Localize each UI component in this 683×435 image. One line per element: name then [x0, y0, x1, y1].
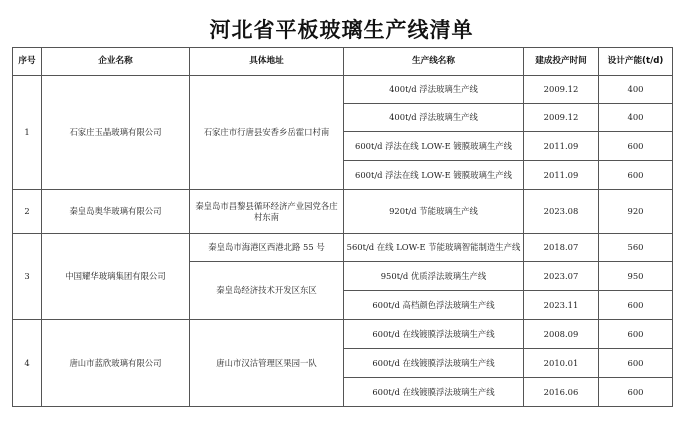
header-company: 企业名称 [42, 48, 190, 76]
document-title: 河北省平板玻璃生产线清单 [209, 17, 474, 42]
header-capacity: 设计产能(t/d) [599, 48, 673, 76]
header-no: 序号 [13, 48, 42, 76]
line-date: 2009.12 [524, 104, 599, 132]
line-capacity: 400 [599, 76, 673, 104]
company-address: 秦皇岛市海港区西港北路 55 号 [190, 234, 344, 262]
line-capacity: 600 [599, 320, 673, 349]
company-name: 唐山市蓝欣玻璃有限公司 [42, 320, 190, 407]
line-name: 600t/d 在线镀膜浮法玻璃生产线 [344, 349, 524, 378]
line-name: 400t/d 浮法玻璃生产线 [344, 104, 524, 132]
company-address: 秦皇岛市昌黎县循环经济产业园党各庄村东南 [190, 190, 344, 234]
line-capacity: 600 [599, 161, 673, 190]
company-address: 石家庄市行唐县安香乡岳霍口村南 [190, 76, 344, 190]
line-capacity: 600 [599, 132, 673, 161]
table-row [13, 320, 673, 349]
company-name: 石家庄玉晶玻璃有限公司 [42, 76, 190, 190]
line-date: 2023.11 [524, 291, 599, 320]
line-date: 2023.07 [524, 262, 599, 291]
line-date: 2011.09 [524, 132, 599, 161]
row-number: 1 [13, 76, 42, 190]
row-number: 3 [13, 234, 42, 320]
table-header-row [13, 48, 673, 76]
header-date: 建成投产时间 [524, 48, 599, 76]
company-address: 唐山市汉沽管理区果园一队 [190, 320, 344, 407]
table-row [13, 76, 673, 104]
line-name: 950t/d 优质浮法玻璃生产线 [344, 262, 524, 291]
row-number: 4 [13, 320, 42, 407]
line-name: 600t/d 在线镀膜浮法玻璃生产线 [344, 320, 524, 349]
table-row [13, 190, 673, 234]
company-address: 秦皇岛经济技术开发区东区 [190, 262, 344, 320]
line-capacity: 400 [599, 104, 673, 132]
line-date: 2008.09 [524, 320, 599, 349]
line-capacity: 950 [599, 262, 673, 291]
line-capacity: 920 [599, 190, 673, 234]
line-date: 2016.06 [524, 378, 599, 407]
line-date: 2009.12 [524, 76, 599, 104]
line-capacity: 600 [599, 349, 673, 378]
line-capacity: 560 [599, 234, 673, 262]
line-date: 2011.09 [524, 161, 599, 190]
row-number: 2 [13, 190, 42, 234]
line-name: 560t/d 在线 LOW-E 节能玻璃智能制造生产线 [344, 234, 524, 262]
line-capacity: 600 [599, 291, 673, 320]
header-line-name: 生产线名称 [344, 48, 524, 76]
line-name: 600t/d 浮法在线 LOW-E 镀膜玻璃生产线 [344, 132, 524, 161]
line-capacity: 600 [599, 378, 673, 407]
company-name: 秦皇岛奥华玻璃有限公司 [42, 190, 190, 234]
line-date: 2018.07 [524, 234, 599, 262]
line-name: 920t/d 节能玻璃生产线 [344, 190, 524, 234]
line-name: 600t/d 高档颜色浮法玻璃生产线 [344, 291, 524, 320]
line-name: 600t/d 在线镀膜浮法玻璃生产线 [344, 378, 524, 407]
glass-line-table [12, 47, 673, 407]
line-name: 600t/d 浮法在线 LOW-E 镀膜玻璃生产线 [344, 161, 524, 190]
header-address: 具体地址 [190, 48, 344, 76]
line-date: 2023.08 [524, 190, 599, 234]
line-name: 400t/d 浮法玻璃生产线 [344, 76, 524, 104]
line-date: 2010.01 [524, 349, 599, 378]
company-name: 中国耀华玻璃集团有限公司 [42, 234, 190, 320]
table-row [13, 234, 673, 262]
